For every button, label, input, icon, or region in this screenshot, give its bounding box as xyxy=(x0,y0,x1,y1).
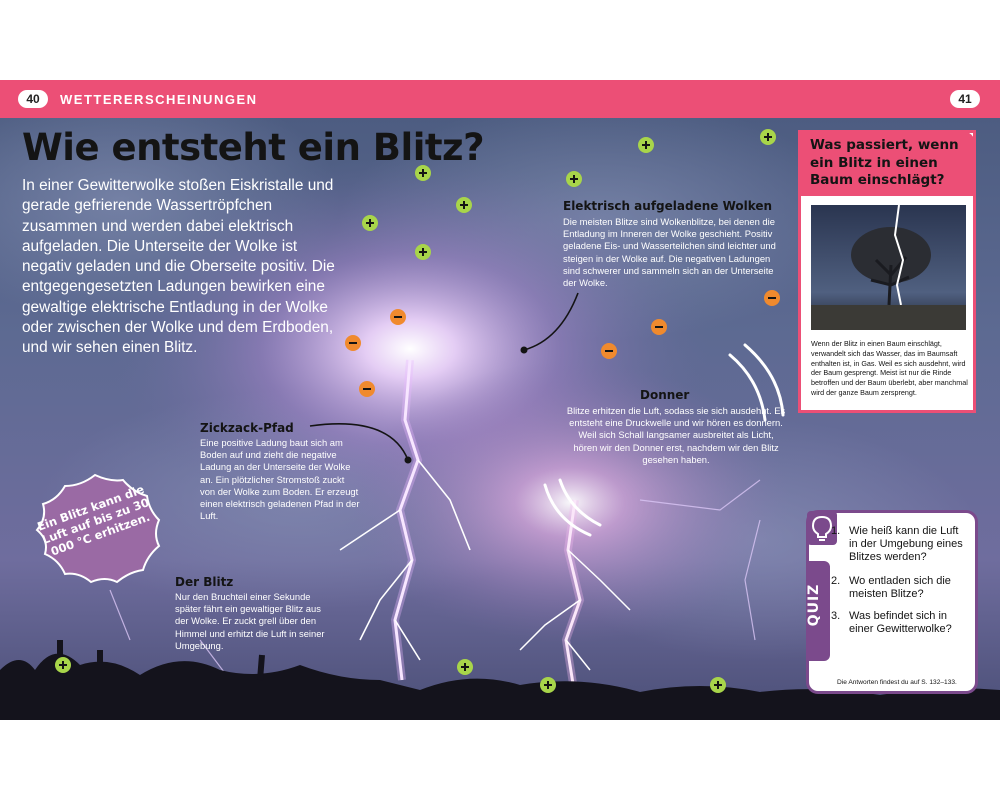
positive-charge-icon xyxy=(540,677,556,693)
section-title: WETTERERSCHEINUNGEN xyxy=(60,92,258,107)
bolt-heading: Der Blitz xyxy=(175,575,234,589)
negative-charge-icon xyxy=(651,319,667,335)
positive-charge-icon xyxy=(710,677,726,693)
fact-badge-text: Ein Blitz kann die Luft auf bis zu 30 000 °C erhitzen. xyxy=(35,482,152,559)
quiz-tab xyxy=(806,561,830,661)
tree-lightning-photo xyxy=(811,205,966,330)
negative-charge-icon xyxy=(390,309,406,325)
thunder-text: Blitze erhitzen die Luft, sodass sie sich ausdehnt. Es entsteht eine Druckwelle und wir hören es donnern. Weil sich Schall langsamer ausbreitet als Licht, hören wir den Donner erst, nachdem wir den Blitz gesehen haben. xyxy=(566,405,786,465)
quiz-footnote: Die Antworten findest du auf S. 132–133. xyxy=(837,679,957,686)
positive-charge-icon xyxy=(55,657,71,673)
negative-charge-icon xyxy=(345,335,361,351)
bolt-text: Nur den Bruchteil einer Sekunde später fährt ein gewaltiger Blitz aus der Wolke. Er zuckt grell über den Himmel und erhitzt die Luft in seiner Umgebung. xyxy=(175,591,325,651)
clouds-heading: Elektrisch aufgeladene Wolken xyxy=(563,199,773,213)
quiz-question-number: 3. xyxy=(831,610,841,622)
intro-text: In einer Gewitterwolke stoßen Eiskristalle und gerade gefrierende Wassertröpfchen zusammen und werden dabei elektrisch aufgeladen. Die Unterseite der Wolke ist negativ geladen und die Oberseite positiv. Die entgegengesetzten Ladungen bewirken eine gewaltige elektrische Entladung in der Wolke oder zwischen der Wolke und dem Erdboden, und wir sehen einen Blitz. xyxy=(22,177,335,357)
positive-charge-icon xyxy=(456,197,472,213)
positive-charge-icon xyxy=(638,137,654,153)
sidebar-box xyxy=(798,130,976,413)
positive-charge-icon xyxy=(362,215,378,231)
quiz-question-number: 2. xyxy=(831,575,841,587)
positive-charge-icon xyxy=(760,129,776,145)
clouds-text: Die meisten Blitze sind Wolkenblitze, bei denen die Entladung im Inneren der Wolke geschieht. Positiv geladene Eis- und Wasserteilchen sind leichter und steigen in der Wolke auf. Die negativen Ladungen sind schwerer und sammeln sich an der Unterseite der Wolke. xyxy=(563,216,776,289)
page-number-left: 40 xyxy=(18,90,48,108)
zigzag-heading: Zickzack-Pfad xyxy=(200,421,294,435)
positive-charge-icon xyxy=(457,659,473,675)
page-title: Wie entsteht ein Blitz? xyxy=(22,126,485,169)
quiz-question-number: 1. xyxy=(831,525,841,537)
quiz-question: Wo entladen sich die meisten Blitze? xyxy=(849,575,951,600)
negative-charge-icon xyxy=(359,381,375,397)
book-spread xyxy=(0,80,1000,720)
positive-charge-icon xyxy=(415,244,431,260)
zigzag-text: Eine positive Ladung baut sich am Boden auf und zieht die negative Ladung an der Unterseite der Wolke an. Ein plötzlicher Stromstoß zuckt von der Wolke zum Boden. Er erzeugt einen elektrisch geladenen Pfad in der Luft. xyxy=(200,437,360,522)
negative-charge-icon xyxy=(764,290,780,306)
quiz-question: Wie heiß kann die Luft in der Umgebung eines Blitzes werden? xyxy=(849,525,963,563)
quiz-box xyxy=(806,510,978,694)
page-number-right: 41 xyxy=(950,90,980,108)
sidebar-title: Was passiert, wenn ein Blitz in einen Baum einschlägt? xyxy=(810,137,959,188)
sidebar-header xyxy=(798,130,976,196)
sidebar-text: Wenn der Blitz in einen Baum einschlägt, verwandelt sich das Wasser, das im Baumsaft enthalten ist, in Gas. Weil es sich ausdehnt, wird der Baum gesprengt. Meist ist nur die Rinde betroffen und der Baum überlebt, aber manchmal wird der ganze Baum zersprengt. xyxy=(811,339,968,397)
quiz-question: Was befindet sich in einer Gewitterwolke? xyxy=(849,610,952,635)
thunder-heading: Donner xyxy=(640,388,690,402)
positive-charge-icon xyxy=(566,171,582,187)
quiz-label: QUIZ xyxy=(806,583,822,627)
header-bar xyxy=(0,80,1000,118)
negative-charge-icon xyxy=(601,343,617,359)
